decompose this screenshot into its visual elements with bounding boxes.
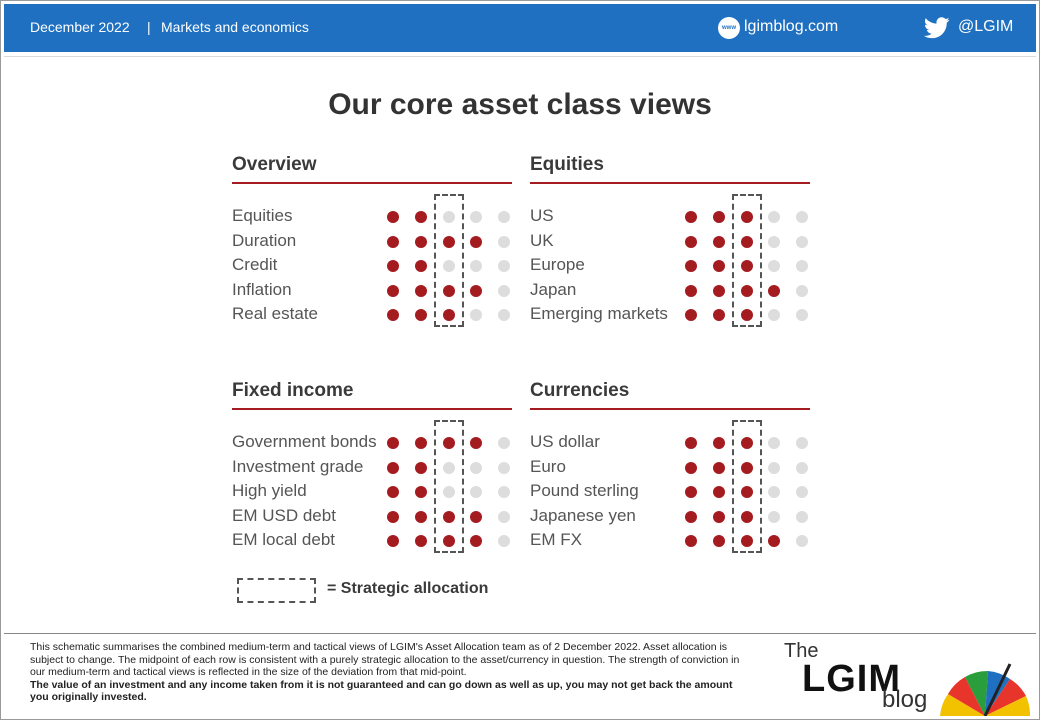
conviction-dot-filled (685, 211, 697, 223)
panel-rows (530, 432, 810, 555)
asset-row (530, 530, 810, 555)
conviction-dot-empty (796, 535, 808, 547)
conviction-dot-filled (415, 236, 427, 248)
conviction-dot-empty (498, 486, 510, 498)
conviction-dot-filled (415, 486, 427, 498)
panel-equities (530, 154, 810, 324)
panel-title: Fixed income (232, 380, 354, 401)
asset-row (232, 432, 512, 457)
umbrella-icon (940, 654, 1030, 716)
conviction-dot-empty (498, 211, 510, 223)
site-link[interactable]: lgimblog.com (744, 18, 839, 35)
conviction-dot-empty (470, 309, 482, 321)
asset-row (232, 206, 512, 231)
conviction-dot-empty (498, 309, 510, 321)
asset-row (530, 432, 810, 457)
conviction-dot-filled (387, 211, 399, 223)
conviction-dot-empty (498, 285, 510, 297)
conviction-dot-filled (470, 285, 482, 297)
asset-row (530, 481, 810, 506)
conviction-dot-empty (768, 511, 780, 523)
conviction-dot-empty (470, 462, 482, 474)
conviction-dot-filled (768, 535, 780, 547)
conviction-dot-filled (713, 535, 725, 547)
conviction-dot-filled (415, 437, 427, 449)
panel-overview (232, 154, 512, 324)
asset-label: Euro (530, 456, 566, 476)
logo-the: The (784, 640, 819, 662)
panel-rows (530, 206, 810, 329)
conviction-dot-empty (498, 511, 510, 523)
header-date: December 2022 (30, 19, 130, 35)
conviction-dot-empty (498, 260, 510, 272)
asset-row (232, 231, 512, 256)
conviction-dot-filled (415, 211, 427, 223)
asset-label: US dollar (530, 432, 600, 451)
asset-label: EM local debt (232, 530, 335, 550)
asset-row (232, 506, 512, 531)
asset-row (232, 280, 512, 305)
conviction-dot-filled (685, 462, 697, 474)
asset-label: Emerging markets (530, 304, 668, 324)
conviction-dot-empty (768, 437, 780, 449)
conviction-dot-filled (415, 535, 427, 547)
logo-brand: LGIM (802, 658, 901, 700)
panel-title: Currencies (530, 380, 630, 401)
content-area (4, 56, 1036, 632)
conviction-dot-empty (796, 437, 808, 449)
conviction-dot-empty (796, 462, 808, 474)
footer-divider (4, 633, 1036, 634)
conviction-dot-filled (713, 309, 725, 321)
asset-label: EM FX (530, 530, 582, 550)
asset-label: Japan (530, 279, 577, 299)
conviction-dot-empty (796, 285, 808, 297)
asset-row (232, 304, 512, 329)
asset-row (530, 231, 810, 256)
asset-row (530, 506, 810, 531)
asset-row (530, 457, 810, 482)
conviction-dot-filled (387, 462, 399, 474)
strategic-allocation-box (732, 194, 762, 327)
asset-label: Inflation (232, 279, 292, 299)
panel-divider (232, 182, 512, 184)
conviction-dot-filled (685, 437, 697, 449)
asset-label: Japanese yen (530, 505, 636, 525)
strategic-allocation-box (434, 194, 464, 327)
conviction-dot-empty (768, 462, 780, 474)
panel-currencies (530, 380, 810, 550)
header-separator: | (147, 19, 151, 35)
conviction-dot-empty (796, 211, 808, 223)
conviction-dot-filled (387, 260, 399, 272)
asset-label: Pound sterling (530, 481, 639, 501)
asset-label: Equities (232, 206, 293, 225)
conviction-dot-filled (387, 309, 399, 321)
conviction-dot-empty (498, 535, 510, 547)
conviction-dot-empty (768, 309, 780, 321)
panel-rows (232, 432, 512, 555)
conviction-dot-empty (498, 462, 510, 474)
logo-blog: blog (882, 686, 928, 713)
page-title: Our core asset class views (328, 88, 712, 121)
conviction-dot-filled (713, 236, 725, 248)
twitter-handle-link[interactable]: @LGIM (958, 18, 1014, 35)
strategic-allocation-box (434, 420, 464, 553)
conviction-dot-filled (415, 462, 427, 474)
conviction-dot-filled (415, 309, 427, 321)
asset-row (232, 255, 512, 280)
conviction-dot-empty (470, 260, 482, 272)
conviction-dot-empty (498, 437, 510, 449)
header-category-link[interactable]: Markets and economics (161, 19, 309, 35)
panel-divider (232, 408, 512, 410)
conviction-dot-filled (387, 486, 399, 498)
asset-label: Investment grade (232, 456, 364, 476)
conviction-dot-filled (685, 535, 697, 547)
conviction-dot-empty (796, 260, 808, 272)
lgim-blog-logo (780, 640, 1030, 716)
twitter-bird-icon[interactable] (924, 17, 950, 39)
conviction-dot-filled (415, 285, 427, 297)
conviction-dot-empty (470, 486, 482, 498)
conviction-dot-empty (768, 236, 780, 248)
conviction-dot-empty (768, 211, 780, 223)
conviction-dot-filled (415, 260, 427, 272)
conviction-dot-empty (796, 511, 808, 523)
asset-row (530, 255, 810, 280)
conviction-dot-empty (796, 309, 808, 321)
conviction-dot-empty (768, 486, 780, 498)
conviction-dot-empty (796, 486, 808, 498)
panel-rows (232, 206, 512, 329)
conviction-dot-filled (713, 462, 725, 474)
asset-row (530, 280, 810, 305)
asset-row (232, 481, 512, 506)
asset-row (232, 530, 512, 555)
conviction-dot-filled (685, 511, 697, 523)
disclaimer-text: This schematic summarises the combined medium-term and tactical views of LGIM's Asset Allocation team as of 2 December 2022. Asset allocation is subject to change. The midpoint of each row is consistent with a purely strategic allocation to the asset/currency in question. The strength of conviction in our medium-term and tactical views is reflected in the size of the deviation from that mid-point. (30, 641, 740, 679)
conviction-dot-filled (387, 535, 399, 547)
asset-row (530, 206, 810, 231)
conviction-dot-filled (713, 260, 725, 272)
header-bar (4, 4, 1036, 52)
conviction-dot-filled (685, 236, 697, 248)
conviction-dot-empty (470, 211, 482, 223)
conviction-dot-filled (415, 511, 427, 523)
conviction-dot-filled (713, 511, 725, 523)
asset-label: Real estate (232, 304, 318, 324)
strategic-allocation-box (732, 420, 762, 553)
asset-row (530, 304, 810, 329)
conviction-dot-filled (685, 309, 697, 321)
conviction-dot-filled (387, 285, 399, 297)
conviction-dot-filled (713, 437, 725, 449)
asset-row (232, 457, 512, 482)
panel-title: Overview (232, 154, 317, 175)
conviction-dot-empty (498, 236, 510, 248)
asset-label: Europe (530, 255, 585, 275)
conviction-dot-filled (685, 486, 697, 498)
conviction-dot-filled (387, 236, 399, 248)
panel-title: Equities (530, 154, 604, 175)
disclaimer (30, 641, 745, 704)
asset-label: Duration (232, 230, 297, 250)
disclaimer-warning: The value of an investment and any income taken from it is not guaranteed and can go down as well as up, you may not get back the amount you originally invested. (30, 678, 733, 704)
asset-label: EM USD debt (232, 505, 336, 525)
asset-label: Credit (232, 255, 278, 275)
asset-label: High yield (232, 481, 307, 501)
conviction-dot-filled (470, 535, 482, 547)
conviction-dot-filled (685, 285, 697, 297)
legend-label: = Strategic allocation (327, 580, 489, 597)
asset-label: Government bonds (232, 432, 377, 451)
www-globe-icon: www (718, 17, 740, 39)
asset-label: US (530, 206, 554, 225)
legend-strategic-box (237, 578, 316, 603)
conviction-dot-filled (387, 437, 399, 449)
conviction-dot-filled (713, 211, 725, 223)
conviction-dot-filled (713, 285, 725, 297)
conviction-dot-filled (685, 260, 697, 272)
conviction-dot-empty (796, 236, 808, 248)
conviction-dot-empty (768, 260, 780, 272)
panel-divider (530, 408, 810, 410)
asset-label: UK (530, 230, 554, 250)
conviction-dot-filled (470, 437, 482, 449)
conviction-dot-filled (470, 236, 482, 248)
conviction-dot-filled (768, 285, 780, 297)
panel-fixed-income (232, 380, 512, 550)
panel-divider (530, 182, 810, 184)
conviction-dot-filled (470, 511, 482, 523)
conviction-dot-filled (713, 486, 725, 498)
conviction-dot-filled (387, 511, 399, 523)
